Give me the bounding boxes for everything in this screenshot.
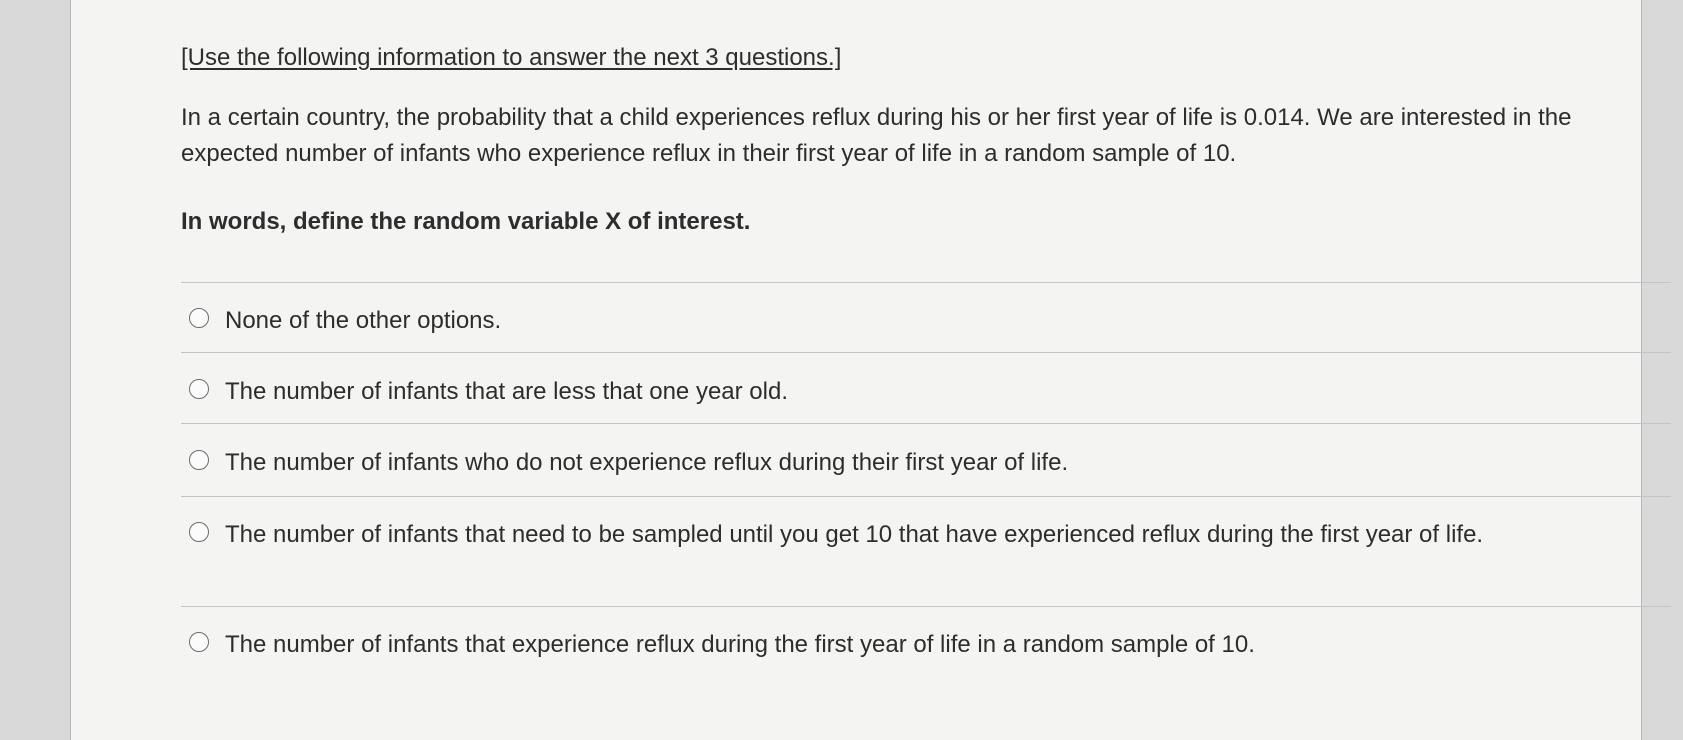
radio-button[interactable] (189, 632, 209, 652)
option-label: The number of infants who do not experience reflux during their first year of life. (225, 449, 1069, 476)
radio-button[interactable] (189, 308, 209, 328)
answer-option-4[interactable] (189, 514, 1649, 556)
answer-option-3[interactable] (189, 442, 1649, 484)
divider (181, 352, 1671, 353)
option-label: None of the other options. (225, 307, 502, 334)
divider (181, 496, 1671, 497)
option-label: The number of infants that experience reflux during the first year of life in a random sample of 10. (225, 631, 1255, 658)
question-prompt: In words, define the random variable X of interest. (181, 208, 751, 235)
divider (181, 606, 1671, 607)
divider (181, 423, 1671, 424)
answer-option-5[interactable] (189, 624, 1649, 666)
option-label: The number of infants that need to be sampled until you get 10 that have experienced reflux during the first year of life. (225, 521, 1484, 548)
radio-button[interactable] (189, 379, 209, 399)
intro-text: [Use the following information to answer the next 3 questions.] (181, 44, 842, 71)
divider (181, 282, 1671, 283)
option-label: The number of infants that are less that one year old. (225, 378, 788, 405)
question-card (70, 0, 1642, 740)
answer-option-1[interactable] (189, 300, 1649, 342)
answer-option-2[interactable] (189, 371, 1649, 413)
scenario-text: In a certain country, the probability that a child experiences reflux during his or her first year of life is 0.014. We are interested in the expected number of infants who experience reflux in their first year of life in a random sample of 10. (181, 104, 1572, 167)
radio-button[interactable] (189, 522, 209, 542)
radio-button[interactable] (189, 450, 209, 470)
